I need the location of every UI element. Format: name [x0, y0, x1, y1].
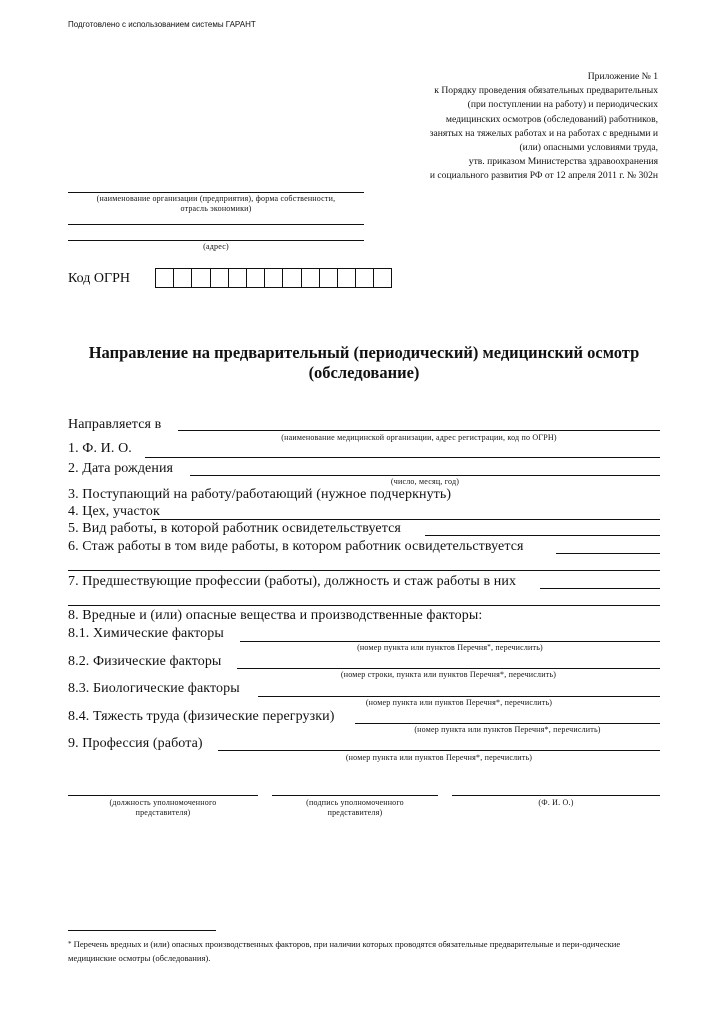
profession-label: 9. Профессия (работа)	[68, 736, 203, 751]
directed-to-caption: (наименование медицинской организации, адрес регистрации, код по ОГРН)	[281, 433, 557, 442]
previous-jobs-extra-line[interactable]	[68, 605, 660, 606]
org-name-line[interactable]	[68, 192, 364, 193]
heavy-labor-line[interactable]	[355, 723, 660, 724]
appendix-block	[358, 70, 658, 184]
biological-label: 8.3. Биологические факторы	[68, 681, 240, 696]
header-note: Подготовлено с использованием системы ГАРАНТ	[68, 20, 256, 29]
physical-label: 8.2. Физические факторы	[68, 654, 222, 669]
directed-to-line[interactable]	[178, 430, 660, 431]
chemical-caption: (номер пункта или пунктов Перечня*, перечислить)	[357, 643, 543, 652]
org-address-caption: (адрес)	[203, 242, 229, 251]
document-title	[60, 343, 668, 383]
appendix-line: к Порядку проведения обязательных предварительных	[434, 85, 658, 97]
signature-caption-2: представителя)	[327, 808, 383, 817]
footnote-text: Перечень вредных и (или) опасных производственных факторов, при наличии которых проводятся обязательные предварительные и пери-одические медицинские осмотры (обследования).	[68, 939, 621, 963]
title-line-2: (обследование)	[308, 363, 420, 382]
fio-label: 1. Ф. И. О.	[68, 441, 132, 456]
ogrn-digit-cell[interactable]	[156, 268, 174, 288]
experience-line[interactable]	[556, 553, 660, 554]
appendix-line: медицинских осмотров (обследований) работников,	[445, 113, 658, 125]
appendix-line: Приложение № 1	[587, 71, 658, 82]
ogrn-digit-cell[interactable]	[192, 268, 210, 288]
experience-label: 6. Стаж работы в том виде работы, в котором работник освидетельствуется	[68, 539, 524, 554]
ogrn-digit-cell[interactable]	[211, 268, 229, 288]
footnote	[68, 937, 668, 965]
signature-line[interactable]	[272, 795, 438, 796]
chemical-label: 8.1. Химические факторы	[68, 626, 224, 641]
biological-line[interactable]	[258, 696, 660, 697]
ogrn-digit-cell[interactable]	[265, 268, 283, 288]
physical-line[interactable]	[237, 668, 660, 669]
ogrn-digit-cell[interactable]	[338, 268, 356, 288]
ogrn-digit-cell[interactable]	[229, 268, 247, 288]
birth-date-caption: (число, месяц, год)	[390, 477, 460, 486]
ogrn-digit-cell[interactable]	[283, 268, 301, 288]
birth-date-line[interactable]	[190, 475, 660, 476]
ogrn-digit-cell[interactable]	[320, 268, 338, 288]
org-address-line[interactable]	[68, 240, 364, 241]
position-sign-line[interactable]	[68, 795, 258, 796]
signature-caption-1: (подпись уполномоченного	[306, 798, 404, 807]
shop-line[interactable]	[152, 519, 660, 520]
position-caption-2: представителя)	[135, 808, 191, 817]
org-caption-2: отрасль экономики)	[180, 204, 252, 213]
heavy-labor-label: 8.4. Тяжесть труда (физические перегрузки)	[68, 709, 335, 724]
factors-label: 8. Вредные и (или) опасные вещества и производственные факторы:	[68, 608, 483, 623]
physical-caption: (номер строки, пункта или пунктов Перечня*, перечислить)	[340, 670, 557, 679]
ogrn-digit-cell[interactable]	[302, 268, 320, 288]
birth-date-label: 2. Дата рождения	[68, 461, 174, 476]
ogrn-input-boxes[interactable]	[155, 268, 392, 288]
biological-caption: (номер пункта или пунктов Перечня*, перечислить)	[365, 698, 553, 707]
name-caption: (Ф. И. О.)	[538, 798, 574, 807]
name-sign-line[interactable]	[452, 795, 660, 796]
appendix-line: и социального развития РФ от 12 апреля 2011 г. № 302н	[429, 170, 658, 182]
work-type-line[interactable]	[425, 535, 660, 536]
ogrn-digit-cell[interactable]	[374, 268, 392, 288]
experience-extra-line[interactable]	[68, 570, 660, 571]
ogrn-digit-cell[interactable]	[247, 268, 265, 288]
appendix-line: занятых на тяжелых работах и на работах с вредными и	[429, 127, 658, 139]
footnote-divider	[68, 930, 216, 931]
shop-label: 4. Цех, участок	[68, 504, 160, 519]
appendix-line: (или) опасными условиями труда,	[519, 142, 658, 154]
previous-jobs-line[interactable]	[540, 588, 660, 589]
position-caption-1: (должность уполномоченного	[109, 798, 217, 807]
profession-caption: (номер пункта или пунктов Перечня*, перечислить)	[345, 753, 533, 762]
fio-line[interactable]	[145, 457, 660, 458]
ogrn-label: Код ОГРН	[68, 271, 130, 286]
heavy-labor-caption: (номер пункта или пунктов Перечня*, перечислить)	[414, 725, 601, 734]
appendix-line: (при поступлении на работу) и периодических	[467, 99, 658, 111]
work-type-label: 5. Вид работы, в которой работник освидетельствуется	[68, 521, 401, 536]
ogrn-digit-cell[interactable]	[356, 268, 374, 288]
org-extra-line[interactable]	[68, 224, 364, 225]
previous-jobs-label: 7. Предшествующие профессии (работы), должность и стаж работы в них	[68, 574, 517, 589]
applicant-label: 3. Поступающий на работу/работающий (нужное подчеркнуть)	[68, 487, 452, 502]
footnote-mark: *	[68, 940, 72, 948]
chemical-line[interactable]	[240, 641, 660, 642]
appendix-line: утв. приказом Министерства здравоохранения	[468, 156, 658, 168]
directed-to-label: Направляется в	[68, 417, 162, 432]
ogrn-digit-cell[interactable]	[174, 268, 192, 288]
profession-line[interactable]	[218, 750, 660, 751]
title-line-1: Направление на предварительный (периодический) медицинский осмотр	[88, 343, 640, 362]
org-caption-1: (наименование организации (предприятия), форма собственности,	[96, 194, 336, 203]
